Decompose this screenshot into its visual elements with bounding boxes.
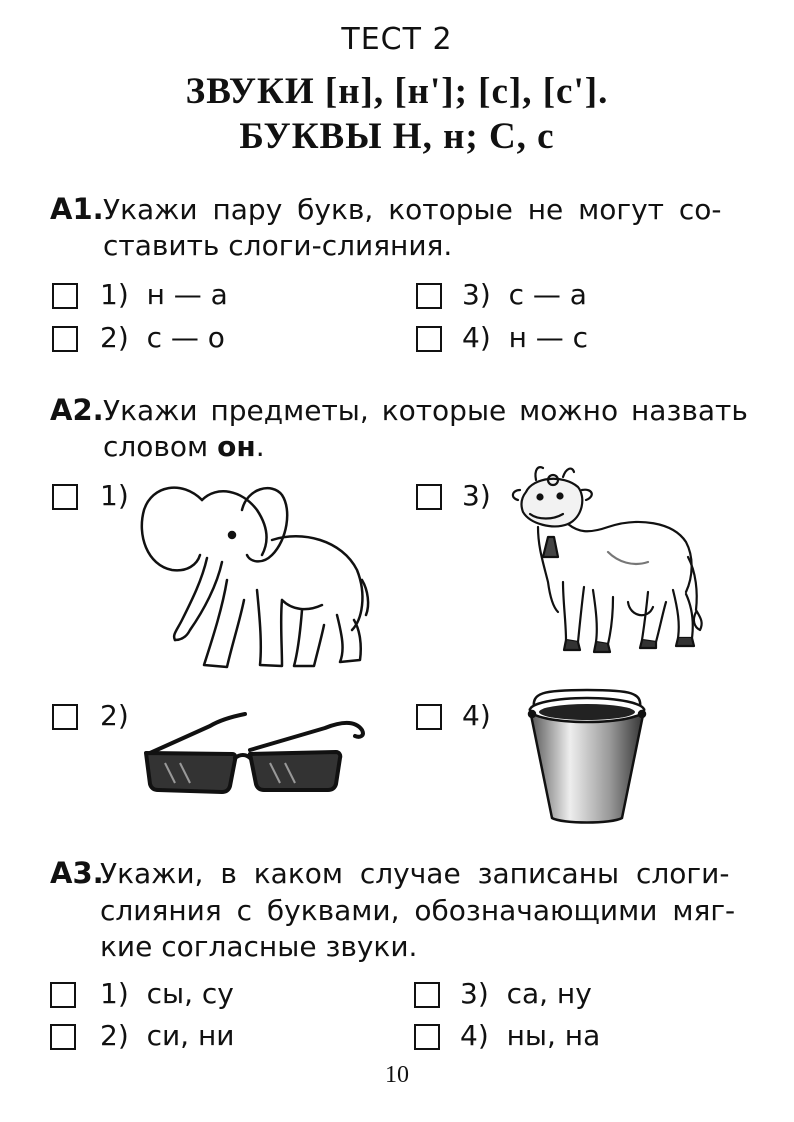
question-text-line: Укажи, в каком случае записаны слоги- (100, 857, 730, 890)
option-label: 4) н — с (462, 321, 589, 354)
option-label: 4) ны, на (460, 1019, 601, 1052)
answer-checkbox[interactable] (414, 1024, 440, 1050)
bucket-picture (522, 688, 652, 826)
answer-checkbox[interactable] (416, 326, 442, 352)
test-label: ТЕСТ 2 (341, 22, 453, 57)
answer-checkbox[interactable] (52, 484, 78, 510)
answer-checkbox[interactable] (52, 283, 78, 309)
glasses-picture (140, 708, 370, 798)
question-number: А2. (50, 393, 104, 427)
elephant-picture (132, 470, 372, 675)
option-label: 2) с — о (100, 321, 225, 354)
cow-picture (508, 462, 708, 657)
option-number: 1) (100, 479, 129, 512)
option-number: 3) (462, 479, 491, 512)
option-label: 3) с — а (462, 278, 587, 311)
answer-checkbox[interactable] (416, 484, 442, 510)
question-text-line: кие согласные звуки. (100, 930, 418, 963)
answer-checkbox[interactable] (52, 326, 78, 352)
question-number: А3. (50, 856, 104, 890)
question-text-line: словом он. (103, 430, 265, 463)
title-line-2: БУКВЫ Н, н; С, с (239, 116, 555, 157)
answer-checkbox[interactable] (52, 704, 78, 730)
question-text-line: Укажи пару букв, которые не могут со- (103, 193, 722, 226)
question-text-line: Укажи предметы, которые можно назвать (103, 394, 748, 427)
answer-checkbox[interactable] (416, 283, 442, 309)
title-line-1: ЗВУКИ [н], [н']; [с], [с']. (185, 71, 609, 112)
answer-checkbox[interactable] (50, 1024, 76, 1050)
question-text-line: ставить слоги-слияния. (103, 229, 453, 262)
option-label: 1) н — а (100, 278, 228, 311)
answer-checkbox[interactable] (414, 982, 440, 1008)
answer-checkbox[interactable] (416, 704, 442, 730)
option-label: 3) са, ну (460, 977, 592, 1010)
page-number: 10 (385, 1062, 409, 1088)
option-number: 2) (100, 699, 129, 732)
question-number: А1. (50, 192, 104, 226)
option-number: 4) (462, 699, 491, 732)
keyword-on: он (217, 430, 256, 463)
option-label: 2) си, ни (100, 1019, 235, 1052)
option-label: 1) сы, су (100, 977, 234, 1010)
answer-checkbox[interactable] (50, 982, 76, 1008)
question-text-line: слияния с буквами, обозначающими мяг- (100, 894, 736, 927)
